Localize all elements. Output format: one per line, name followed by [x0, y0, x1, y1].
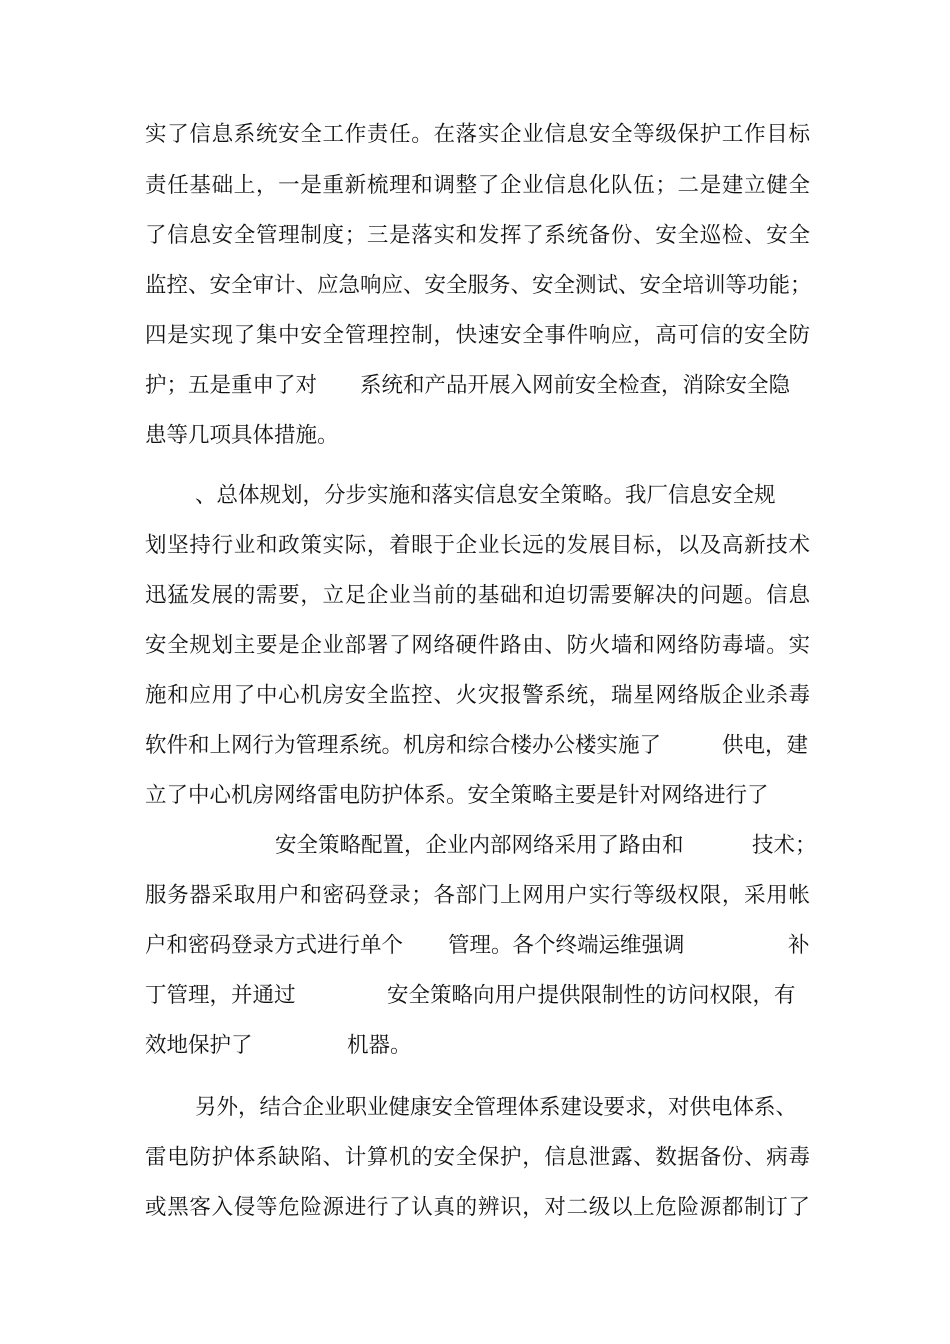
p2-line-7: 立了中心机房网络雷电防护体系。安全策略主要是针对网络进行了 — [145, 783, 769, 808]
p2-line-10-middle: 管理。各个终端运维强调 — [448, 933, 685, 958]
p2-line-10 — [145, 928, 810, 964]
p2-line-1-text: 、总体规划，分步实施和落实信息安全策略。我厂信息安全规 — [195, 483, 776, 508]
p2-line-12-start: 效地保护了 — [145, 1033, 253, 1058]
p1-line-1: 实了信息系统安全工作责任。在落实企业信息安全等级保护工作目标 — [145, 122, 810, 147]
p2-line-6-end: 供电，建 — [722, 733, 809, 758]
p2-line-10-end: 补 — [788, 933, 810, 958]
p1-line-6-start: 护；五是重申了对 — [145, 373, 318, 398]
p1-line-2: 责任基础上，一是重新梳理和调整了企业信息化队伍；二是建立健全 — [145, 173, 810, 198]
p2-line-1 — [145, 478, 810, 514]
p2-line-10-start: 户和密码登录方式进行单个 — [145, 933, 404, 958]
p2-line-12-end: 机器。 — [347, 1033, 412, 1058]
p1-line-5: 四是实现了集中安全管理控制，快速安全事件响应，高可信的安全防 — [145, 323, 810, 348]
p2-line-6 — [145, 728, 810, 764]
p3-line-3: 或黑客入侵等危险源进行了认真的辨识，对二级以上危险源都制订了 — [145, 1195, 810, 1220]
p1-line-7: 患等几项具体措施。 — [145, 423, 339, 448]
p2-line-2: 划坚持行业和政策实际，着眼于企业长远的发展目标，以及高新技术 — [145, 533, 810, 558]
p1-line-6-end: 系统和产品开展入网前安全检查，消除安全隐 — [360, 373, 791, 398]
p3-line-1-text: 另外，结合企业职业健康安全管理体系建设要求，对供电体系、 — [195, 1095, 798, 1120]
p2-line-3: 迅猛发展的需要，立足企业当前的基础和迫切需要解决的问题。信息 — [145, 583, 810, 608]
p3-line-1 — [145, 1090, 810, 1126]
p2-line-12 — [145, 1028, 810, 1064]
p1-line-6 — [145, 368, 810, 404]
p2-line-8 — [145, 828, 817, 864]
p2-line-9: 服务器采取用户和密码登录；各部门上网用户实行等级权限，采用帐 — [145, 883, 810, 908]
p1-line-4: 监控、安全审计、应急响应、安全服务、安全测试、安全培训等功能； — [145, 273, 812, 298]
p2-line-4: 安全规划主要是企业部署了网络硬件路由、防火墙和网络防毒墙。实 — [145, 633, 810, 658]
p2-line-5: 施和应用了中心机房安全监控、火灾报警系统，瑞星网络版企业杀毒 — [145, 683, 810, 708]
p3-line-2: 雷电防护体系缺陷、计算机的安全保护，信息泄露、数据备份、病毒 — [145, 1145, 810, 1170]
p2-line-11 — [145, 978, 810, 1014]
p2-line-8-start: 安全策略配置，企业内部网络采用了路由和 — [275, 833, 684, 858]
p2-line-6-start: 软件和上网行为管理系统。机房和综合楼办公楼实施了 — [145, 733, 662, 758]
p2-line-11-end: 安全策略向用户提供限制性的访问权限，有 — [387, 983, 796, 1008]
p2-line-11-start: 丁管理，并通过 — [145, 983, 296, 1008]
p2-line-8-end: 技术； — [752, 833, 817, 858]
p1-line-3: 了信息安全管理制度；三是落实和发挥了系统备份、安全巡检、安全 — [145, 223, 810, 248]
